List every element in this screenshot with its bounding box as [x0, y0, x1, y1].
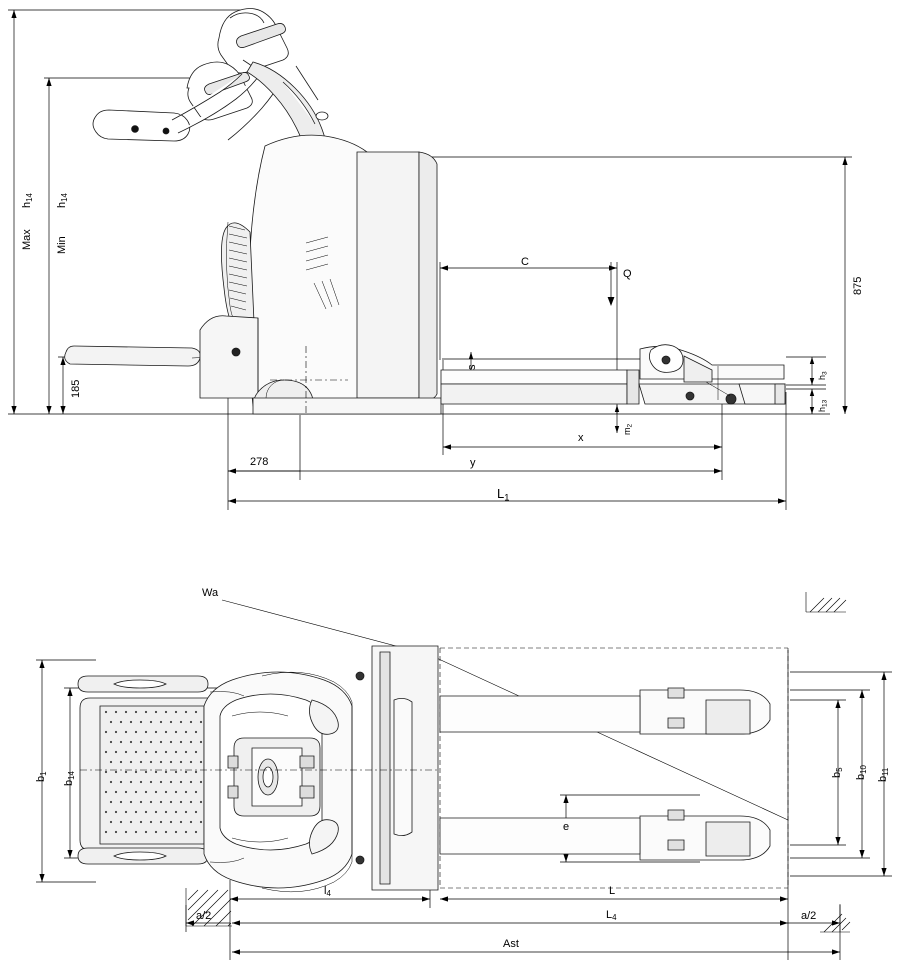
dim-label-185: 185: [70, 379, 82, 398]
dim-label-wa: Wa: [202, 587, 219, 599]
dim-label-h13: $h_{13}$: [817, 399, 829, 412]
dim-label-a-half-right: a/2: [801, 910, 817, 922]
dim-label-b1: $b_1$: [35, 771, 48, 782]
dim-label-278: 278: [250, 456, 269, 468]
dim-label-h14-max: $h_{14}$: [21, 193, 34, 208]
dim-label-ast: Ast: [503, 938, 519, 950]
dim-label-e: e: [563, 821, 570, 833]
dim-label-b11: $b_{11}$: [877, 767, 890, 782]
dim-label-y: y: [470, 457, 476, 469]
dim-note-h14-max: Max: [21, 229, 33, 250]
dim-label-l4: $L_4$: [606, 909, 617, 922]
dim-note-h14-min: Min: [56, 236, 68, 254]
dim-label-b10: $b_{10}$: [855, 765, 868, 780]
dim-label-c: C: [521, 256, 529, 268]
dim-label-b5: $b_5$: [831, 767, 844, 778]
dim-label-a-half-left: a/2: [196, 910, 212, 922]
dim-label-m2: $m_2$: [622, 423, 634, 435]
dim-label-q: Q: [623, 268, 632, 280]
side-view-group: [8, 9, 852, 511]
dim-label-h14-min: $h_{14}$: [56, 193, 69, 208]
dim-label-l4-small: $l_4$: [324, 885, 331, 898]
dim-label-l: L: [609, 885, 616, 897]
top-view-group: [36, 592, 892, 960]
dim-label-x: x: [578, 432, 584, 444]
dim-label-l1: $L_1$: [497, 486, 510, 503]
dim-label-875: 875: [852, 276, 864, 295]
dim-label-s: s: [466, 364, 478, 370]
dim-label-b14: $b_{14}$: [63, 771, 76, 786]
dim-label-h3: $h_3$: [817, 371, 829, 380]
